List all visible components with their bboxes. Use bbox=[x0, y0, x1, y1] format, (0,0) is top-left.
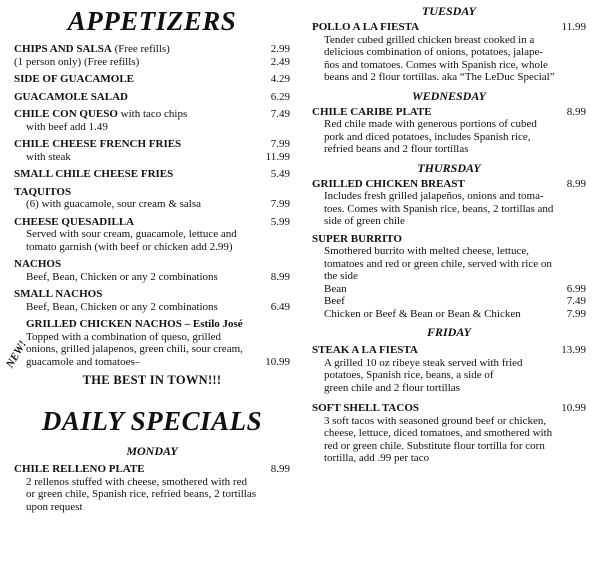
daily-specials-heading: DAILY SPECIALS bbox=[41, 406, 263, 436]
price: 6.99 bbox=[566, 282, 586, 295]
menu-item-cheese-quesadilla: CHEESE QUESADILLA 5.99 Served with sour cream, guacamole, lettuce and tomato garnish (with beef or chicken add 2.99) bbox=[14, 215, 290, 253]
day-heading-friday: FRIDAY bbox=[426, 325, 471, 339]
price: 7.99 bbox=[270, 198, 290, 210]
price: 11.99 bbox=[561, 21, 586, 33]
menu-item-small-nachos: SMALL NACHOS Beef, Bean, Chicken or any 2 combinations 6.49 bbox=[14, 288, 290, 313]
price: 5.49 bbox=[270, 168, 290, 180]
price: 4.29 bbox=[270, 73, 290, 85]
price: 2.49 bbox=[270, 55, 290, 68]
day-heading-wednesday: WEDNESDAY bbox=[411, 88, 487, 103]
day-heading-tuesday: TUESDAY bbox=[421, 4, 476, 18]
price: 10.99 bbox=[265, 355, 290, 368]
menu-item-chile-caribe: CHILE CARIBE PLATE 8.99 Red chile made with generous portions of cubed pork and diced potatoes, includes Spanish rice, refried beans and 2 flour tortillas bbox=[312, 105, 586, 155]
menu-item-chile-con-queso: CHILE CON QUESO with taco chips 7.49 with beef add 1.49 bbox=[14, 108, 290, 133]
price: 10.99 bbox=[561, 402, 586, 414]
price: 7.99 bbox=[566, 307, 586, 320]
price: 6.29 bbox=[270, 90, 290, 103]
menu-item-grilled-chicken-breast: GRILLED CHICKEN BREAST 8.99 Includes fresh grilled jalapeños, onions and toma- toes. Comes with Spanish rice, beans, 2 tortillas and side of green chile bbox=[312, 177, 586, 227]
price: 8.99 bbox=[566, 105, 586, 118]
price: 8.99 bbox=[270, 463, 290, 475]
price: 11.99 bbox=[265, 150, 290, 163]
left-column bbox=[14, 0, 290, 518]
appetizers-heading: APPETIZERS bbox=[67, 6, 237, 36]
menu-item-guacamole-salad: GUACAMOLE SALAD 6.29 bbox=[14, 90, 290, 103]
menu-item-grilled-chicken-nachos: GRILLED CHICKEN NACHOS – Estilo José Topped with a combination of queso, grilled onions, grilled jalapenos, green chili, sour cream, guacamole and tomatoes– 10.99 bbox=[26, 318, 290, 368]
price: 7.49 bbox=[566, 295, 586, 307]
new-badge: NEW! bbox=[4, 338, 30, 370]
price: 8.99 bbox=[270, 270, 290, 283]
menu-item-soft-shell-tacos: SOFT SHELL TACOS 10.99 3 soft tacos with seasoned ground beef or chicken, cheese, lettuce, diced tomatoes, and smothered with red or green chile. Substitute flour tortilla for corn tortilla, add .99 per taco bbox=[312, 402, 586, 464]
right-column bbox=[312, 0, 586, 470]
menu-item-chips: CHIPS AND SALSA (Free refills) 2.99 (1 person only) (Free refills) 2.49 bbox=[14, 43, 290, 68]
price: 6.49 bbox=[270, 300, 290, 313]
menu-item-chile-relleno: CHILE RELLENO PLATE 8.99 2 rellenos stuffed with cheese, smothered with red or green chile, Spanish rice, refried beans, 2 tortillas upon request bbox=[14, 463, 290, 513]
day-heading-thursday: THURSDAY bbox=[417, 160, 481, 175]
price: 7.99 bbox=[270, 138, 290, 150]
menu-item-chile-cheese-fries: CHILE CHEESE FRENCH FRIES 7.99 with steak 11.99 bbox=[14, 138, 290, 163]
menu-item-nachos: NACHOS Beef, Bean, Chicken or any 2 combinations 8.99 bbox=[14, 258, 290, 283]
price: 8.99 bbox=[566, 177, 586, 190]
price: 13.99 bbox=[561, 344, 586, 356]
best-in-town-tagline: THE BEST IN TOWN!!! bbox=[82, 373, 222, 387]
day-heading-monday: MONDAY bbox=[126, 444, 178, 458]
menu-item-taquitos: TAQUITOS (6) with guacamole, sour cream & salsa 7.99 bbox=[14, 185, 290, 210]
price: 2.99 bbox=[270, 43, 290, 55]
menu-item-super-burrito: SUPER BURRITO Smothered burrito with melted cheese, lettuce, tomatoes and red or green chile, served with rice on the side Bean 6.99 Beef 7.49 Chicken or Beef & Bean or Bean & Chicken 7.99 bbox=[312, 232, 586, 320]
menu-item-steak-a-la-fiesta: STEAK A LA FIESTA 13.99 A grilled 10 oz ribeye steak served with fried potatoes, Spanish rice, beans, a side of green chile and 2 flour tortillas bbox=[312, 344, 586, 394]
price: 5.99 bbox=[270, 215, 290, 228]
menu-item-guacamole-side: SIDE OF GUACAMOLE 4.29 bbox=[14, 73, 290, 85]
menu-item-small-chile-cheese-fries: SMALL CHILE CHEESE FRIES 5.49 bbox=[14, 168, 290, 180]
price: 7.49 bbox=[270, 108, 290, 120]
menu-item-pollo-a-la-fiesta: POLLO A LA FIESTA 11.99 Tender cubed grilled chicken breast cooked in a delicious combination of onions, potatoes, jalape- ños and tomatoes. Comes with Spanish rice, whole beans and 2 flour tortillas. aka “The LeDuc Special” bbox=[312, 21, 586, 83]
